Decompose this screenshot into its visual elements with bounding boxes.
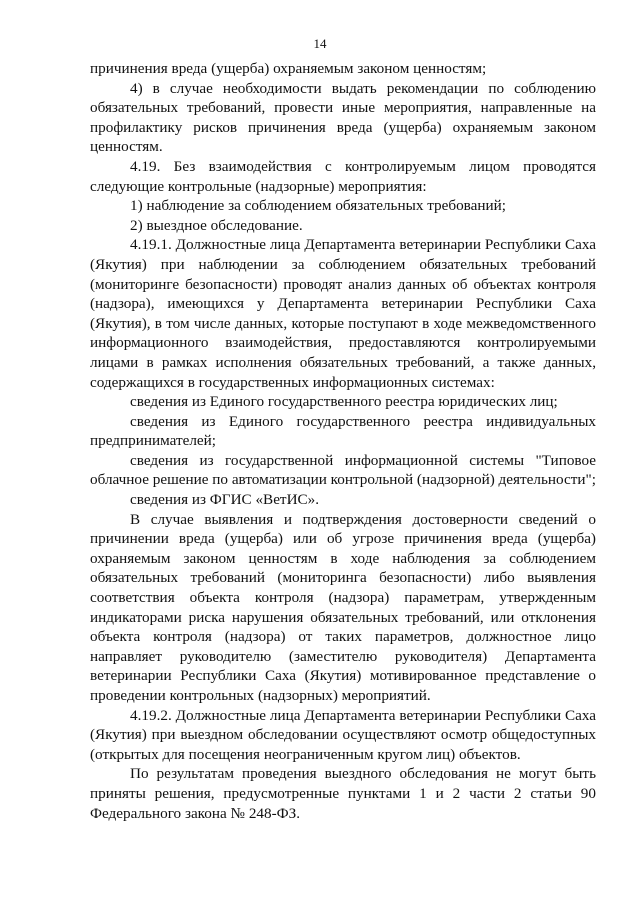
paragraph-4-19-1: 4.19.1. Должностные лица Департамента ветеринарии Республики Саха (Якутия) при наблюдении за соблюдением обязательных требований (мониторинге безопасности) проводят анализ данных об объектах контроля (надзора), имеющихся у Департамента ветеринарии Республики Саха (Якутия), в том числе данных, которые поступают в ходе межведомственного информационного взаимодействия, предоставляются контролируемыми лицами в рамках исполнения обязательных требований, а также данных, содержащихся в государственных информационных системах:	[90, 236, 596, 391]
list-item-observation: 1) наблюдение за соблюдением обязательных требований;	[130, 197, 506, 215]
paragraph-results: По результатам проведения выездного обследования не могут быть приняты решения, предусмотренные пунктами 1 и 2 части 2 статьи 90 Федерального закона № 248-ФЗ.	[90, 765, 596, 822]
list-item-gis: сведения из государственной информационной системы "Типовое облачное решение по автоматизации контрольной (надзорной) деятельности";	[90, 451, 596, 489]
list-item-vetis: сведения из ФГИС «ВетИС».	[130, 491, 320, 509]
paragraph-item-4: 4) в случае необходимости выдать рекомендации по соблюдению обязательных требований, провести иные мероприятия, направленные на профилактику рисков причинения вреда (ущерба) охраняемым законом ценностям.	[90, 79, 596, 156]
list-item-egrip: сведения из Единого государственного реестра индивидуальных предпринимателей;	[90, 412, 596, 450]
paragraph-4-19: 4.19. Без взаимодействия с контролируемым лицом проводятся следующие контрольные (надзорные) мероприятия:	[90, 157, 596, 195]
paragraph-4-19-2: 4.19.2. Должностные лица Департамента ветеринарии Республики Саха (Якутия) при выездном обследовании осуществляют осмотр общедоступных (открытых для посещения неограниченным кругом лиц) объектов.	[90, 706, 596, 763]
document-body	[90, 59, 596, 823]
paragraph-continuation: причинения вреда (ущерба) охраняемым законом ценностям;	[90, 60, 487, 77]
list-item-inspection: 2) выездное обследование.	[130, 216, 303, 234]
page-number: 14	[313, 36, 327, 51]
paragraph-violation-detection: В случае выявления и подтверждения достоверности сведений о причинении вреда (ущерба) или об угрозе причинения вреда (ущерба) охраняемым законом ценностям в ходе наблюдения за соблюдением обязательных требований (мониторинга безопасности) либо выявления соответствия объекта контроля (надзора) параметрам, утвержденным индикаторами риска нарушения обязательных требований, или отклонения объекта контроля (надзора) от таких параметров, должностное лицо направляет руководителю (заместителю руководителя) Департамента ветеринарии Республики Саха (Якутия) мотивированное представление о проведении контрольных (надзорных) мероприятий.	[90, 510, 596, 704]
list-item-egrul: сведения из Единого государственного реестра юридических лиц;	[130, 393, 558, 411]
